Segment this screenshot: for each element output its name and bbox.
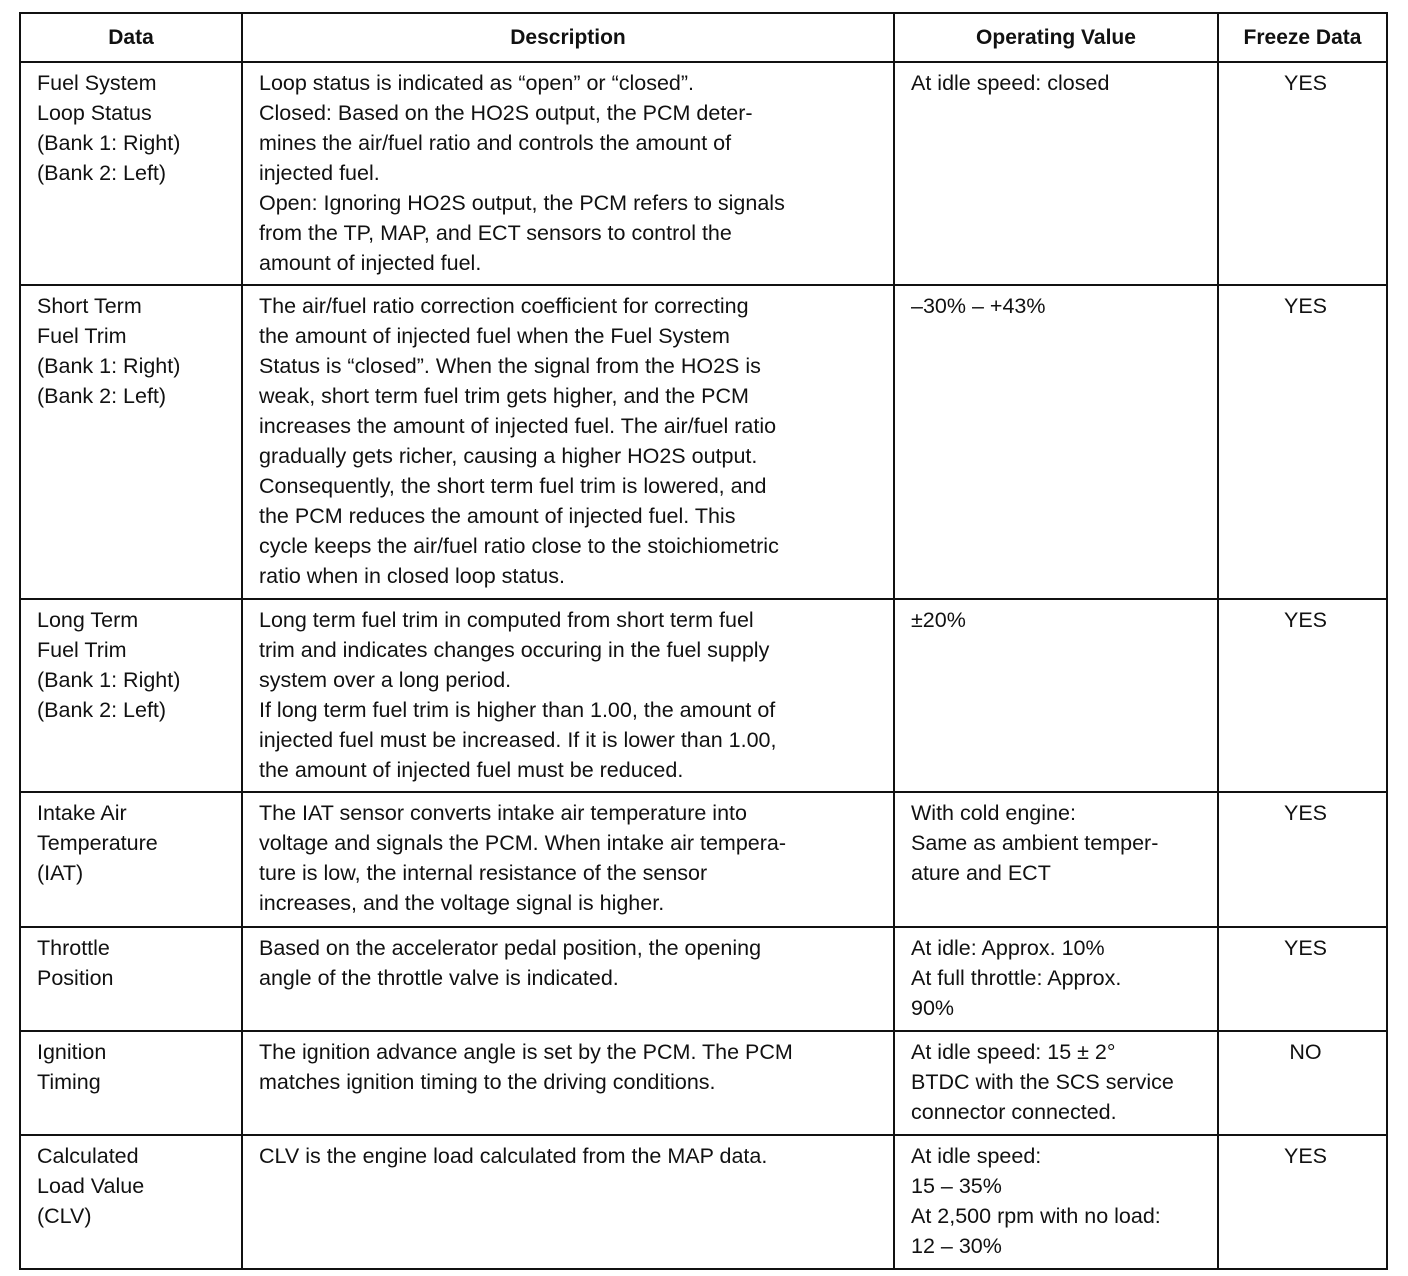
freeze-data-cell: YES (1218, 285, 1387, 599)
operating-value-cell: With cold engine: Same as ambient temper- ature and ECT (894, 792, 1218, 927)
description-cell: The air/fuel ratio correction coefficient for correcting the amount of injected fuel when the Fuel System Status is “closed”. When the signal from the HO2S is weak, short term fuel trim gets higher, and the PCM increases the amount of injected fuel. The air/fuel ratio gradually gets richer, causing a higher HO2S output. Consequently, the short term fuel trim is lowered, and the PCM reduces the amount of injected fuel. This cycle keeps the air/fuel ratio close to the stoichiometric ratio when in closed loop status. (242, 285, 894, 599)
table-row (20, 599, 1387, 792)
freeze-data-cell: NO (1218, 1031, 1387, 1135)
table-row (20, 927, 1387, 1031)
freeze-data-cell: YES (1218, 62, 1387, 285)
description-cell: Loop status is indicated as “open” or “closed”. Closed: Based on the HO2S output, the PCM deter- mines the air/fuel ratio and controls the amount of injected fuel. Open: Ignoring HO2S output, the PCM refers to signals from the TP, MAP, and ECT sensors to control the amount of injected fuel. (242, 62, 894, 285)
data-cell: Ignition Timing (20, 1031, 242, 1135)
data-cell: Throttle Position (20, 927, 242, 1031)
table-row (20, 62, 1387, 285)
header-description: Description (242, 13, 894, 62)
data-cell: Short Term Fuel Trim (Bank 1: Right) (Bank 2: Left) (20, 285, 242, 599)
data-table (19, 12, 1388, 1270)
description-cell: The ignition advance angle is set by the PCM. The PCM matches ignition timing to the driving conditions. (242, 1031, 894, 1135)
freeze-data-cell: YES (1218, 927, 1387, 1031)
operating-value-cell: At idle speed: closed (894, 62, 1218, 285)
data-cell: Long Term Fuel Trim (Bank 1: Right) (Bank 2: Left) (20, 599, 242, 792)
data-cell: Fuel System Loop Status (Bank 1: Right) (Bank 2: Left) (20, 62, 242, 285)
table-row (20, 1031, 1387, 1135)
table-row (20, 1135, 1387, 1269)
operating-value-cell: –30% – +43% (894, 285, 1218, 599)
operating-value-cell: At idle speed: 15 ± 2° BTDC with the SCS service connector connected. (894, 1031, 1218, 1135)
description-cell: CLV is the engine load calculated from the MAP data. (242, 1135, 894, 1269)
freeze-data-cell: YES (1218, 1135, 1387, 1269)
header-freeze-data: Freeze Data (1218, 13, 1387, 62)
description-cell: Long term fuel trim in computed from short term fuel trim and indicates changes occuring in the fuel supply system over a long period. If long term fuel trim is higher than 1.00, the amount of injected fuel must be increased. If it is lower than 1.00, the amount of injected fuel must be reduced. (242, 599, 894, 792)
data-cell: Calculated Load Value (CLV) (20, 1135, 242, 1269)
freeze-data-cell: YES (1218, 599, 1387, 792)
table-row (20, 792, 1387, 927)
description-cell: The IAT sensor converts intake air temperature into voltage and signals the PCM. When intake air tempera- ture is low, the internal resistance of the sensor increases, and the voltage signal is higher. (242, 792, 894, 927)
data-cell: Intake Air Temperature (IAT) (20, 792, 242, 927)
operating-value-cell: ±20% (894, 599, 1218, 792)
header-row (20, 13, 1387, 62)
table-row (20, 285, 1387, 599)
header-operating-value: Operating Value (894, 13, 1218, 62)
description-cell: Based on the accelerator pedal position, the opening angle of the throttle valve is indicated. (242, 927, 894, 1031)
freeze-data-cell: YES (1218, 792, 1387, 927)
header-data: Data (20, 13, 242, 62)
operating-value-cell: At idle: Approx. 10% At full throttle: Approx. 90% (894, 927, 1218, 1031)
operating-value-cell: At idle speed: 15 – 35% At 2,500 rpm with no load: 12 – 30% (894, 1135, 1218, 1269)
